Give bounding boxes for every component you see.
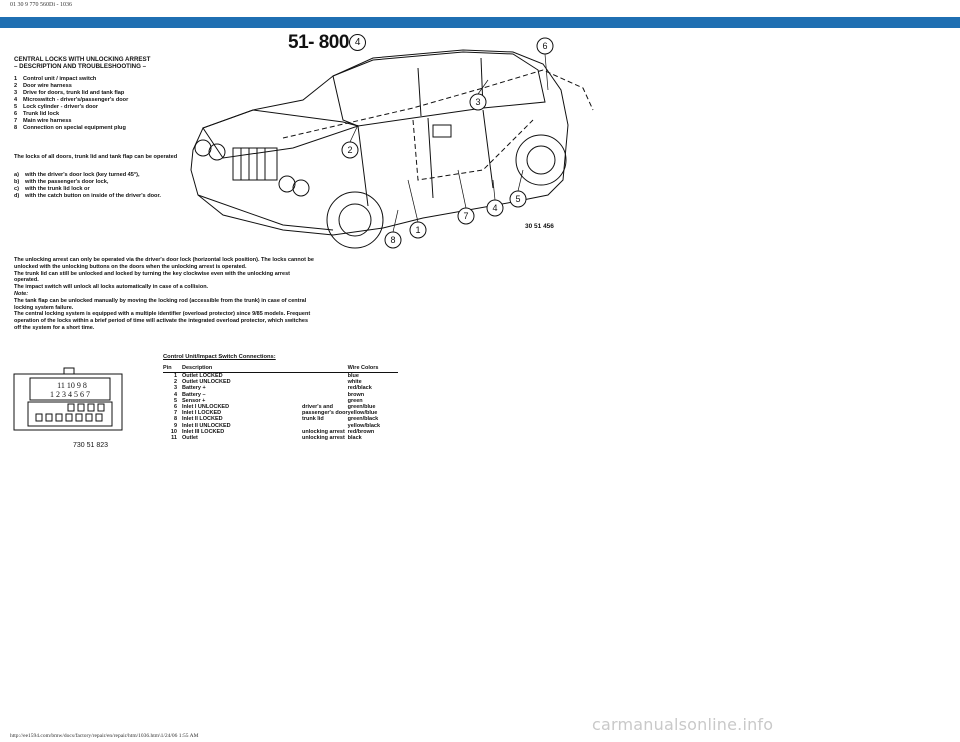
watermark: carmanualsonline.info: [592, 715, 774, 734]
operation-intro: The locks of all doors, trunk lid and tank flap can be operated: [14, 154, 178, 160]
callout-2: [342, 142, 358, 158]
header-pin: Pin: [163, 364, 182, 373]
table-row: 4 Battery – brown: [173, 391, 365, 398]
legend-item: 4 Microswitch - driver's/passenger's door: [14, 97, 129, 103]
callout-6: [537, 38, 553, 54]
legend-item: 7 Main wire harness: [14, 118, 72, 124]
pin-table: [163, 364, 398, 441]
legend-item: 2 Door wire harness: [14, 83, 72, 89]
svg-text:8: 8: [390, 235, 396, 245]
connector-diagram: [10, 366, 130, 438]
table-row: 5 Sensor + green: [173, 397, 363, 404]
para-tank-flap: The tank flap can be unlocked manually by moving the locking rod (accessible from the trunk) in case of central locking system failure.: [14, 297, 307, 311]
description-text: [14, 257, 314, 332]
table-row: 11 Outlet unlocking arrest black: [171, 435, 362, 442]
operation-item: b) with the passenger's door lock,: [14, 179, 109, 185]
para-unlocking-arrest: The unlocking arrest can only be operated via the driver's door lock (horizontal lock position). The locks cannot be unlocked with the unlocking buttons on the doors when the unlocking arrest is operated.: [14, 257, 314, 270]
figure-code: 30 51 456: [525, 223, 554, 230]
header-group: [302, 364, 348, 373]
header-wire: Wire Colors: [348, 364, 398, 373]
svg-text:2: 2: [347, 145, 353, 155]
car-diagram: [183, 30, 603, 252]
operation-list: [14, 172, 189, 200]
table-row: 9 Inlet II UNLOCKED yellow/black: [173, 422, 381, 429]
operation-item: d) with the catch button on inside of the driver's door.: [14, 193, 161, 199]
callout-7: [458, 208, 474, 224]
callout-3: [470, 94, 486, 110]
group-note-trunk: trunk lid: [302, 416, 324, 423]
operation-item: a) with the driver's door lock (key turned 45°),: [14, 172, 140, 178]
svg-text:5: 5: [515, 194, 521, 204]
section-title: [14, 56, 184, 70]
table-row: 3 Battery + red/black: [173, 385, 372, 392]
note-label: Note:: [14, 290, 29, 297]
connector-mid-row: 1 2 3 4 5 6 7: [50, 390, 90, 399]
svg-text:1: 1: [415, 225, 421, 235]
legend-item: 1 Control unit / impact switch: [14, 76, 97, 82]
svg-text:6: 6: [542, 41, 548, 51]
page-number-circle: 4: [349, 34, 366, 51]
group-note-arrest-1: unlocking arrest: [302, 428, 345, 435]
group-note-arrest-2: unlocking arrest: [302, 435, 345, 442]
callout-4: [487, 200, 503, 216]
header-bar: [0, 17, 960, 28]
svg-text:4: 4: [492, 203, 498, 213]
legend-item: 3 Drive for doors, trunk lid and tank flap: [14, 90, 125, 96]
para-trunk-lid: The trunk lid can still be unlocked and locked by turning the key clockwise even with the unlocking arrest operated.: [14, 270, 290, 284]
component-legend: [14, 76, 128, 132]
legend-item: 8 Connection on special equipment plug: [14, 125, 126, 131]
callout-8: [385, 232, 401, 248]
connector-top-row: 11 10 9 8: [57, 381, 87, 390]
para-overload: The central locking system is equipped with a multiple identifier (overload protector) since 9/85 models. Frequent operation of the locks within a brief period of time will activate the integrated overload protector, which switches off the system for a short time.: [14, 311, 311, 331]
table-row: 10 Inlet III LOCKED unlocking arrest red/brown: [170, 428, 375, 435]
page-number-main: 51- 800: [288, 32, 349, 53]
para-impact-switch: The impact switch will unlock all locks automatically in case of a collision.: [14, 284, 209, 291]
group-note-passenger: passenger's door: [302, 410, 348, 417]
legend-item: 5 Lock cylinder - driver's door: [14, 104, 99, 110]
callout-5: [510, 191, 526, 207]
table-header-row: [163, 364, 398, 373]
operation-item: c) with the trunk lid lock or: [14, 186, 90, 192]
table-title: Control Unit/Impact Switch Connections:: [163, 354, 276, 360]
header-desc: Description: [182, 364, 302, 373]
legend-item: 6 Trunk lid lock: [14, 111, 60, 117]
footer-url: http://ee1594.com/bmw/docs/factory/repair/en/repair/htm/1036.htm\1/24/06 1:55 AM: [10, 733, 199, 739]
page-header-id: 01 30 9 770 560Di - 1036: [10, 2, 72, 8]
connector-code: 730 51 823: [73, 442, 109, 449]
section-title-line2: – DESCRIPTION AND TROUBLESHOOTING –: [14, 63, 147, 70]
table-row: 6 Inlet I UNLOCKED driver's and green/blue: [173, 404, 376, 411]
group-note-drivers: driver's and: [302, 404, 333, 411]
svg-text:7: 7: [463, 211, 469, 221]
table-row: 1 Outlet LOCKED blue: [173, 373, 359, 379]
table-row: 8 Inlet II LOCKED trunk lid green/black: [173, 416, 379, 423]
table-row: 2 Outlet UNLOCKED white: [173, 379, 362, 386]
section-title-line1: CENTRAL LOCKS WITH UNLOCKING ARREST: [14, 56, 151, 63]
svg-text:3: 3: [475, 97, 481, 107]
callout-1: [410, 222, 426, 238]
table-row: 7 Inlet I LOCKED passenger's door yellow/blue: [173, 410, 378, 417]
